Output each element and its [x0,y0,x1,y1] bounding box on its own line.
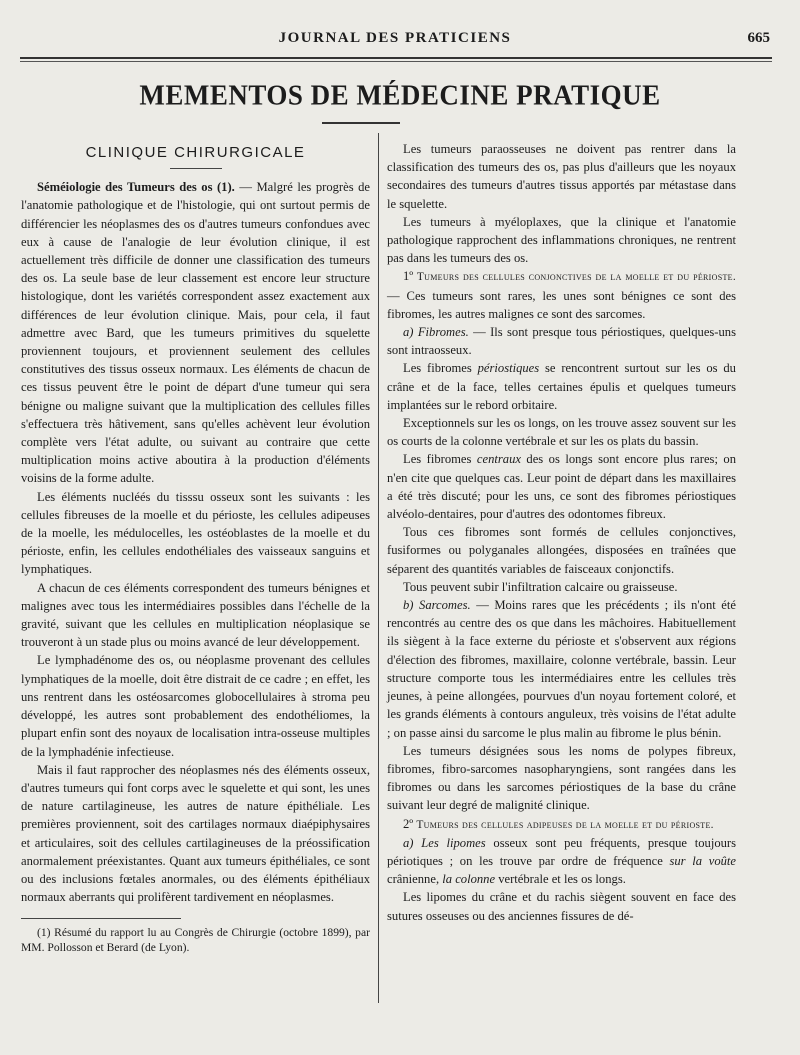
footnote: (1) Résumé du rapport lu au Congrès de Chirurgie (octobre 1899), par MM. Pollosson et Berard (de Lyon). [21,926,370,955]
italic-term: centraux [476,452,521,467]
footnote-rule [21,918,181,919]
paragraph: Les lipomes du crâne et du rachis siègent souvent en face des sutures osseuses ou des anciennes fissures de dé- [387,890,736,923]
paragraph: Les tumeurs à myéloplaxes, que la clinique et l'anatomie pathologique rapprochent des inflammations chroniques, ne rentrent pas dans les tumeurs des os. [387,214,736,266]
italic-term: lipomes [446,835,486,850]
paragraph: Mais il faut rapprocher des néoplasmes nés des éléments osseux, d'autres tumeurs qui font corps avec le squelette et qui sont, les unes de nature cartilagineuse, les autres de nature épithéliale. Les premières proviennent, soit des cartilages normaux diaépiphysaires et articulaires, soit des cellules cartilagineuses de la préossification anormalement préexistantes. Quant aux tumeurs épithéliales, ce sont ou des inclusions fœtales anormales, ou des éléments épithéliaux normaux aberrants qui prolifèrent tardivement en néoplasmes. [21,762,370,905]
item-label: b) Sarcomes. [403,598,471,613]
paragraph-text: Les fibromes [403,452,472,467]
section-heading: CLINIQUE CHIRURGICALE [85,144,306,161]
paragraph [21,178,370,487]
paragraph-lead: Séméiologie des Tumeurs des os (1). [37,180,235,195]
running-head [20,30,770,52]
title-rule [322,122,400,124]
italic-term: périostiques [477,361,540,376]
paragraph: Exceptionnels sur les os longs, on les trouve assez souvent sur les os courts de la colonne vertébrale et sur les os plats du bassin. [387,416,736,449]
italic-term: sur la voûte [669,853,737,868]
running-title: JOURNAL DES PRATICIENS [278,30,512,46]
italic-term: la colonne [442,872,496,887]
article-title: MEMENTOS DE MÉDECINE PRATIQUE [139,79,661,111]
column-divider [378,133,379,1003]
paragraph-text: — Ils sont presque tous périostiques, quelques-uns sont intraosseux. [387,325,736,358]
page-number: 665 [747,30,770,46]
paragraph [387,834,736,889]
subheading-paragraph [387,815,736,834]
paragraph: Les éléments nucléés du tisssu osseux sont les suivants : les cellules fibreuses de la moelle et du périoste, les cellules adipeuses de la moelle, les médulocelles, les ostéoblastes de la moelle et du périoste, enfin, les cellules endothéliales des vaisseaux sanguins et lymphatiques. [21,489,370,577]
header-rule [20,57,772,62]
item-label: a) Les [403,835,439,850]
paragraph-text: Les fibromes [403,361,472,376]
paragraph-text: — Malgré les progrès de l'anatomie pathologique et de l'histologie, qui ont surtout permis de différencier les néoplasmes des os d'autres tumeurs confondues avec eux à cause de l'analogie de leur évolution clinique, il est actuellement très difficile de donner une classification des tumeurs des os. La seule base de leur classement est encore leur structure histologique, dont les variétés correspondent assez exactement aux différences de leur évolution clinique. Mais, pour cela, il faut admettre avec Bard, que les tumeurs primitives du squelette proviennent toujours, et proviennent seulement des cellules constitutives des tissus osseux normaux. Les éléments de chacun de ces tissus peuvent être le point de départ d'une tumeur qui sera bénigne ou maligne suivant que la multiplication des cellules filles s'effectuera très hâtivement, sans qu'elles achèvent leur évolution complète vers l'état adulte, ou suivant au contraire que cette multiplication moins active aboutira à la production d'éléments voisins de la forme adulte. [21,180,370,486]
paragraph [387,450,736,523]
paragraph: Les tumeurs désignées sous les noms de polypes fibreux, fibromes, fibro-sarcomes nasopharyngiens, sont rangées dans les fibromes ou dans les sarcomes périostiques de la base du crâne suivant leur degré de malignité clinique. [387,743,736,813]
subheading-number: 2º [403,816,414,831]
paragraph [387,323,736,359]
paragraph: Les tumeurs paraosseuses ne doivent pas rentrer dans la classification des tumeurs des os, pas plus d'ailleurs que les noyaux secondaires des tumeurs d'autres tissus apportés par métastase dans le squelette. [387,142,736,211]
paragraph [387,359,736,414]
paragraph-text: osseux sont peu fréquents, presque toujours périotiques ; on les trouve par ordre de fréquence [387,835,737,868]
paragraph-text: crânienne, [387,872,440,887]
left-column [21,140,370,955]
subheading-title: Tumeurs des cellules adipeuses de la moelle et du périoste. [416,818,714,831]
section-rule [170,168,222,169]
paragraph-text: vertébrale et les os longs. [498,872,626,887]
paragraph: A chacun de ces éléments correspondent des tumeurs bénignes et malignes avec tous les intermédiaires possibles dans l'échelle de la gravité, suivant que les cellules en multiplication néoplasique se trouveront à un stade plus ou moins avancé de leur développement. [21,580,370,650]
subheading-title: Tumeurs des cellules conjonctives de la moelle et du périoste. [416,271,737,284]
paragraph-text: — Ces tumeurs sont rares, les unes sont bénignes ce sont des fibromes, les autres malignes ce sont des sarcomes. [387,288,736,321]
paragraph-text: — Moins rares que les précédents ; ils n'ont été rencontrés au centre des os que dans les mâchoires. Habituellement ils siègent à la face externe du périoste et s'observent aux régions d'élection des fibromes, maxillaire, colonne vertébrale, bassin. Leur structure comporte tous les intermédiaires entre les cellules très jeunes, à peine allongées, pourvues d'un noyau fortement coloré, et les grands éléments à contours anguleux, très voisins de l'état adulte ; on passe ainsi du sarcome le plus malin au fibrome le plus bénin. [387,598,736,740]
subheading-paragraph [387,267,736,323]
right-column [387,140,736,925]
item-label: a) Fibromes. [403,325,469,340]
paragraph-text: se rencontrent surtout sur les os du crâne et de la face, telles certaines épulis et quelques tumeurs implantées sur le rebord orbitaire. [387,361,736,412]
paragraph: Tous peuvent subir l'infiltration calcaire ou graisseuse. [403,579,678,594]
paragraph: Le lymphadénome des os, ou néoplasme provenant des cellules lymphatiques de la moelle, doit être distrait de ce cadre ; en effet, les uns rentrent dans les ostéosarcomes globocellulaires à stroma peu développé, les autres sont probablement des endothéliomes, la plupart enfin sont des noyaux de localisation intra-osseuse multiples de la lymphadénie infectieuse. [21,653,370,759]
paragraph: Tous ces fibromes sont formés de cellules conjonctives, fusiformes ou polyganales allongées, disposées en traînées que séparent des quantités variables de faisceaux conjonctifs. [387,525,736,576]
subheading-number: 1º [403,269,414,284]
paragraph-text: des os longs sont encore plus rares; on n'en cite que quelques cas. Leur point de départ dans les maxillaires a été très discuté; pour les uns, ce sont des fibromes périostiques alvéolo-dentaires, pour d'autres des odontomes fibreux. [387,452,737,522]
paragraph [387,596,736,742]
